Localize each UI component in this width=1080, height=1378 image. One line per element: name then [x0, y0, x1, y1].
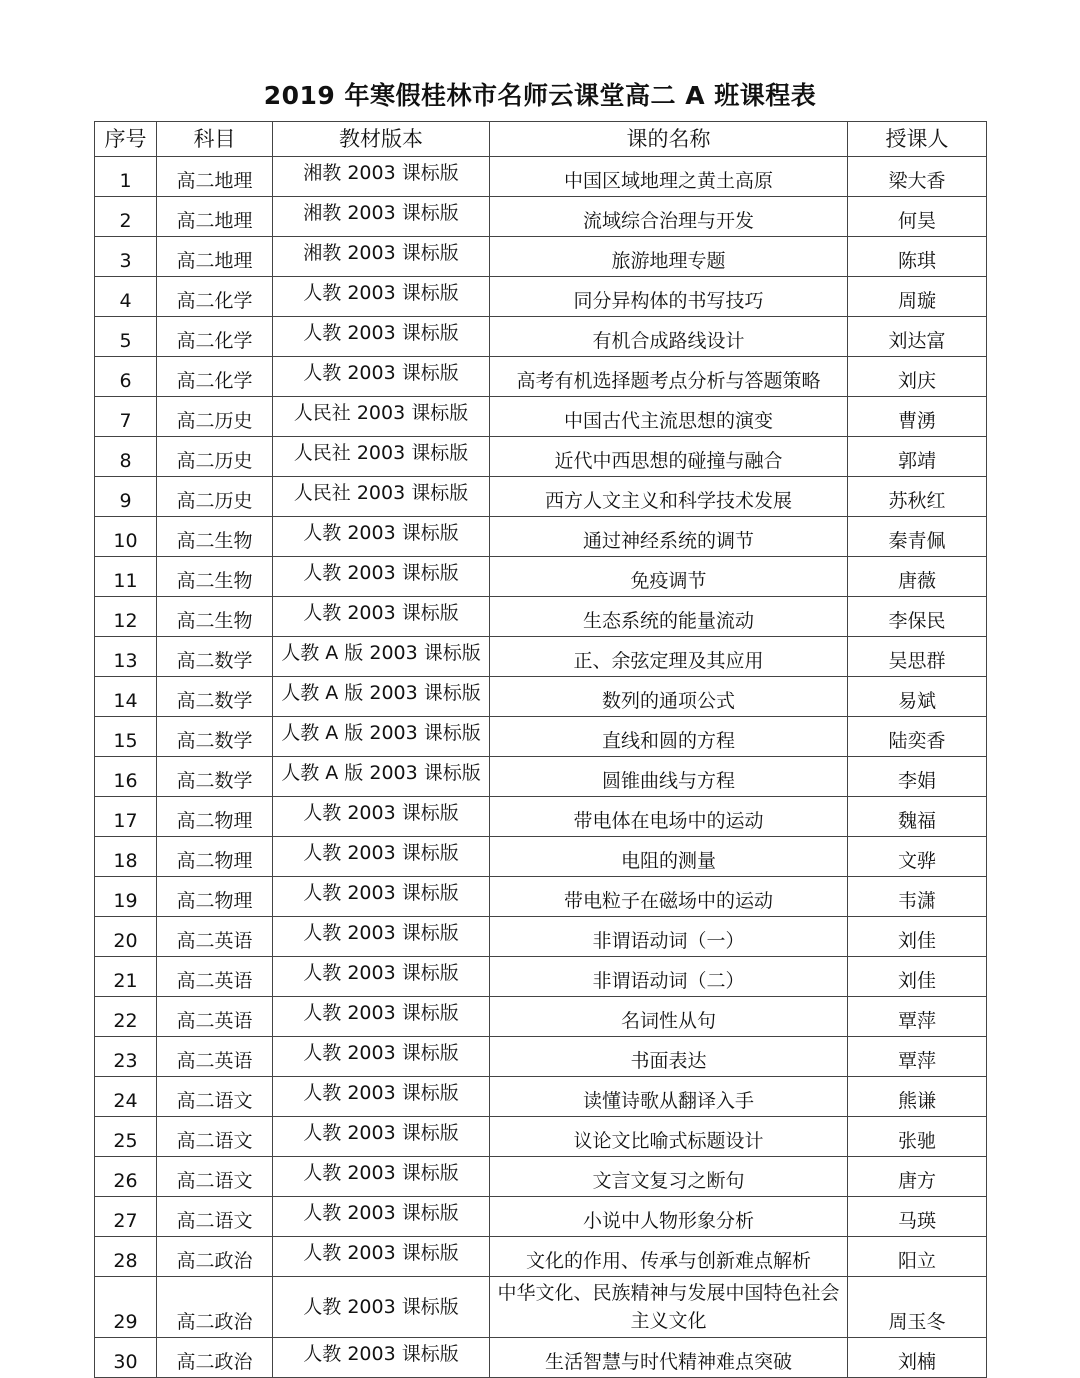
table-row	[95, 717, 987, 757]
subject-cell: 高二历史	[157, 437, 273, 477]
textbook-version-cell: 人教 2003 课标版	[273, 837, 490, 877]
course-name-cell: 电阻的测量	[490, 837, 848, 877]
subject-cell: 高二政治	[157, 1277, 273, 1338]
row-number: 15	[95, 717, 157, 757]
table-row	[95, 917, 987, 957]
table-row	[95, 157, 987, 197]
table-row	[95, 1197, 987, 1237]
textbook-version-cell: 人教 2003 课标版	[273, 357, 490, 397]
row-number: 28	[95, 1237, 157, 1277]
textbook-version-cell: 人教 A 版 2003 课标版	[273, 717, 490, 757]
subject-cell: 高二语文	[157, 1117, 273, 1157]
row-number: 25	[95, 1117, 157, 1157]
column-header-course-name: 课的名称	[490, 122, 848, 157]
teacher-cell: 易斌	[848, 677, 987, 717]
schedule-table	[94, 121, 987, 1378]
table-row	[95, 517, 987, 557]
table-row	[95, 1077, 987, 1117]
subject-cell: 高二生物	[157, 517, 273, 557]
subject-cell: 高二数学	[157, 757, 273, 797]
textbook-version-cell: 人民社 2003 课标版	[273, 437, 490, 477]
course-name-cell: 文言文复习之断句	[490, 1157, 848, 1197]
table-row	[95, 597, 987, 637]
textbook-version-cell: 人教 2003 课标版	[273, 1277, 490, 1338]
course-name-cell: 数列的通项公式	[490, 677, 848, 717]
course-name-cell: 带电体在电场中的运动	[490, 797, 848, 837]
row-number: 21	[95, 957, 157, 997]
teacher-cell: 吴思群	[848, 637, 987, 677]
teacher-cell: 梁大香	[848, 157, 987, 197]
table-row	[95, 237, 987, 277]
textbook-version-cell: 人教 2003 课标版	[273, 797, 490, 837]
table-row	[95, 477, 987, 517]
textbook-version-cell: 湘教 2003 课标版	[273, 157, 490, 197]
teacher-cell: 陆奕香	[848, 717, 987, 757]
teacher-cell: 覃萍	[848, 997, 987, 1037]
course-name-cell: 议论文比喻式标题设计	[490, 1117, 848, 1157]
course-name-cell: 通过神经系统的调节	[490, 517, 848, 557]
subject-cell: 高二历史	[157, 397, 273, 437]
table-row	[95, 357, 987, 397]
teacher-cell: 周玉冬	[848, 1277, 987, 1338]
row-number: 27	[95, 1197, 157, 1237]
row-number: 29	[95, 1277, 157, 1338]
course-name-cell: 西方人文主义和科学技术发展	[490, 477, 848, 517]
course-name-cell: 带电粒子在磁场中的运动	[490, 877, 848, 917]
table-body	[95, 157, 987, 1378]
teacher-cell: 刘庆	[848, 357, 987, 397]
course-name-cell: 直线和圆的方程	[490, 717, 848, 757]
teacher-cell: 文骅	[848, 837, 987, 877]
subject-cell: 高二地理	[157, 197, 273, 237]
row-number: 4	[95, 277, 157, 317]
teacher-cell: 秦青佩	[848, 517, 987, 557]
table-row	[95, 397, 987, 437]
subject-cell: 高二历史	[157, 477, 273, 517]
textbook-version-cell: 人教 A 版 2003 课标版	[273, 757, 490, 797]
textbook-version-cell: 人民社 2003 课标版	[273, 477, 490, 517]
subject-cell: 高二地理	[157, 237, 273, 277]
textbook-version-cell: 湘教 2003 课标版	[273, 197, 490, 237]
textbook-version-cell: 人教 2003 课标版	[273, 277, 490, 317]
course-name-cell: 近代中西思想的碰撞与融合	[490, 437, 848, 477]
course-name-cell: 旅游地理专题	[490, 237, 848, 277]
table-row	[95, 637, 987, 677]
textbook-version-cell: 人教 2003 课标版	[273, 1197, 490, 1237]
textbook-version-cell: 湘教 2003 课标版	[273, 237, 490, 277]
teacher-cell: 韦潇	[848, 877, 987, 917]
teacher-cell: 刘楠	[848, 1338, 987, 1378]
textbook-version-cell: 人教 2003 课标版	[273, 597, 490, 637]
table-row	[95, 797, 987, 837]
column-header-number: 序号	[95, 122, 157, 157]
teacher-cell: 刘达富	[848, 317, 987, 357]
row-number: 6	[95, 357, 157, 397]
row-number: 16	[95, 757, 157, 797]
table-row	[95, 757, 987, 797]
row-number: 30	[95, 1338, 157, 1378]
teacher-cell: 陈琪	[848, 237, 987, 277]
row-number: 18	[95, 837, 157, 877]
row-number: 26	[95, 1157, 157, 1197]
row-number: 24	[95, 1077, 157, 1117]
subject-cell: 高二英语	[157, 1037, 273, 1077]
column-header-textbook-version: 教材版本	[273, 122, 490, 157]
row-number: 14	[95, 677, 157, 717]
subject-cell: 高二化学	[157, 357, 273, 397]
teacher-cell: 唐薇	[848, 557, 987, 597]
table-row	[95, 997, 987, 1037]
row-number: 3	[95, 237, 157, 277]
teacher-cell: 郭靖	[848, 437, 987, 477]
row-number: 12	[95, 597, 157, 637]
subject-cell: 高二英语	[157, 997, 273, 1037]
subject-cell: 高二物理	[157, 877, 273, 917]
teacher-cell: 覃萍	[848, 1037, 987, 1077]
course-name-cell: 同分异构体的书写技巧	[490, 277, 848, 317]
subject-cell: 高二语文	[157, 1157, 273, 1197]
subject-cell: 高二数学	[157, 717, 273, 757]
row-number: 11	[95, 557, 157, 597]
row-number: 7	[95, 397, 157, 437]
column-header-teacher: 授课人	[848, 122, 987, 157]
textbook-version-cell: 人教 2003 课标版	[273, 1157, 490, 1197]
course-name-cell: 中国区域地理之黄土高原	[490, 157, 848, 197]
table-row	[95, 677, 987, 717]
textbook-version-cell: 人教 2003 课标版	[273, 997, 490, 1037]
row-number: 5	[95, 317, 157, 357]
textbook-version-cell: 人教 2003 课标版	[273, 917, 490, 957]
subject-cell: 高二物理	[157, 837, 273, 877]
table-header-row	[95, 122, 987, 157]
course-name-cell: 书面表达	[490, 1037, 848, 1077]
textbook-version-cell: 人民社 2003 课标版	[273, 397, 490, 437]
course-name-cell: 非谓语动词（一）	[490, 917, 848, 957]
table-row	[95, 317, 987, 357]
teacher-cell: 唐方	[848, 1157, 987, 1197]
course-name-cell: 文化的作用、传承与创新难点解析	[490, 1237, 848, 1277]
row-number: 2	[95, 197, 157, 237]
column-header-subject: 科目	[157, 122, 273, 157]
course-name-cell: 流域综合治理与开发	[490, 197, 848, 237]
subject-cell: 高二生物	[157, 597, 273, 637]
table-row	[95, 277, 987, 317]
course-name-cell: 中国古代主流思想的演变	[490, 397, 848, 437]
teacher-cell: 李娟	[848, 757, 987, 797]
table-row	[95, 1277, 987, 1338]
table-row	[95, 197, 987, 237]
table-row	[95, 437, 987, 477]
textbook-version-cell: 人教 2003 课标版	[273, 1237, 490, 1277]
row-number: 17	[95, 797, 157, 837]
subject-cell: 高二语文	[157, 1197, 273, 1237]
teacher-cell: 熊谦	[848, 1077, 987, 1117]
course-name-cell: 有机合成路线设计	[490, 317, 848, 357]
page-title: 2019 年寒假桂林市名师云课堂高二 A 班课程表	[263, 81, 817, 110]
teacher-cell: 魏福	[848, 797, 987, 837]
subject-cell: 高二化学	[157, 317, 273, 357]
row-number: 22	[95, 997, 157, 1037]
textbook-version-cell: 人教 2003 课标版	[273, 957, 490, 997]
textbook-version-cell: 人教 2003 课标版	[273, 1338, 490, 1378]
table-row	[95, 877, 987, 917]
table-row	[95, 1157, 987, 1197]
subject-cell: 高二英语	[157, 917, 273, 957]
textbook-version-cell: 人教 2003 课标版	[273, 877, 490, 917]
course-name-cell: 生活智慧与时代精神难点突破	[490, 1338, 848, 1378]
subject-cell: 高二地理	[157, 157, 273, 197]
row-number: 13	[95, 637, 157, 677]
teacher-cell: 曹湧	[848, 397, 987, 437]
table-row	[95, 1237, 987, 1277]
subject-cell: 高二数学	[157, 637, 273, 677]
teacher-cell: 李保民	[848, 597, 987, 637]
table-row	[95, 957, 987, 997]
subject-cell: 高二物理	[157, 797, 273, 837]
textbook-version-cell: 人教 2003 课标版	[273, 517, 490, 557]
course-name-cell: 免疫调节	[490, 557, 848, 597]
course-name-cell: 非谓语动词（二）	[490, 957, 848, 997]
row-number: 23	[95, 1037, 157, 1077]
table-row	[95, 1037, 987, 1077]
teacher-cell: 何昊	[848, 197, 987, 237]
subject-cell: 高二生物	[157, 557, 273, 597]
teacher-cell: 马瑛	[848, 1197, 987, 1237]
course-name-cell: 中华文化、民族精神与发展中国特色社会主义文化	[490, 1277, 848, 1338]
subject-cell: 高二英语	[157, 957, 273, 997]
subject-cell: 高二政治	[157, 1338, 273, 1378]
table-row	[95, 1117, 987, 1157]
subject-cell: 高二化学	[157, 277, 273, 317]
course-name-cell: 小说中人物形象分析	[490, 1197, 848, 1237]
row-number: 20	[95, 917, 157, 957]
row-number: 8	[95, 437, 157, 477]
course-name-cell: 高考有机选择题考点分析与答题策略	[490, 357, 848, 397]
row-number: 9	[95, 477, 157, 517]
teacher-cell: 刘佳	[848, 957, 987, 997]
textbook-version-cell: 人教 A 版 2003 课标版	[273, 677, 490, 717]
table-row	[95, 837, 987, 877]
textbook-version-cell: 人教 2003 课标版	[273, 1037, 490, 1077]
subject-cell: 高二语文	[157, 1077, 273, 1117]
row-number: 10	[95, 517, 157, 557]
course-name-cell: 圆锥曲线与方程	[490, 757, 848, 797]
teacher-cell: 周璇	[848, 277, 987, 317]
textbook-version-cell: 人教 2003 课标版	[273, 1117, 490, 1157]
teacher-cell: 阳立	[848, 1237, 987, 1277]
course-name-cell: 名词性从句	[490, 997, 848, 1037]
subject-cell: 高二政治	[157, 1237, 273, 1277]
textbook-version-cell: 人教 2003 课标版	[273, 557, 490, 597]
textbook-version-cell: 人教 A 版 2003 课标版	[273, 637, 490, 677]
row-number: 19	[95, 877, 157, 917]
row-number: 1	[95, 157, 157, 197]
course-name-cell: 读懂诗歌从翻译入手	[490, 1077, 848, 1117]
course-name-cell: 生态系统的能量流动	[490, 597, 848, 637]
course-name-cell: 正、余弦定理及其应用	[490, 637, 848, 677]
teacher-cell: 张驰	[848, 1117, 987, 1157]
table-row	[95, 557, 987, 597]
teacher-cell: 苏秋红	[848, 477, 987, 517]
subject-cell: 高二数学	[157, 677, 273, 717]
textbook-version-cell: 人教 2003 课标版	[273, 1077, 490, 1117]
teacher-cell: 刘佳	[848, 917, 987, 957]
textbook-version-cell: 人教 2003 课标版	[273, 317, 490, 357]
